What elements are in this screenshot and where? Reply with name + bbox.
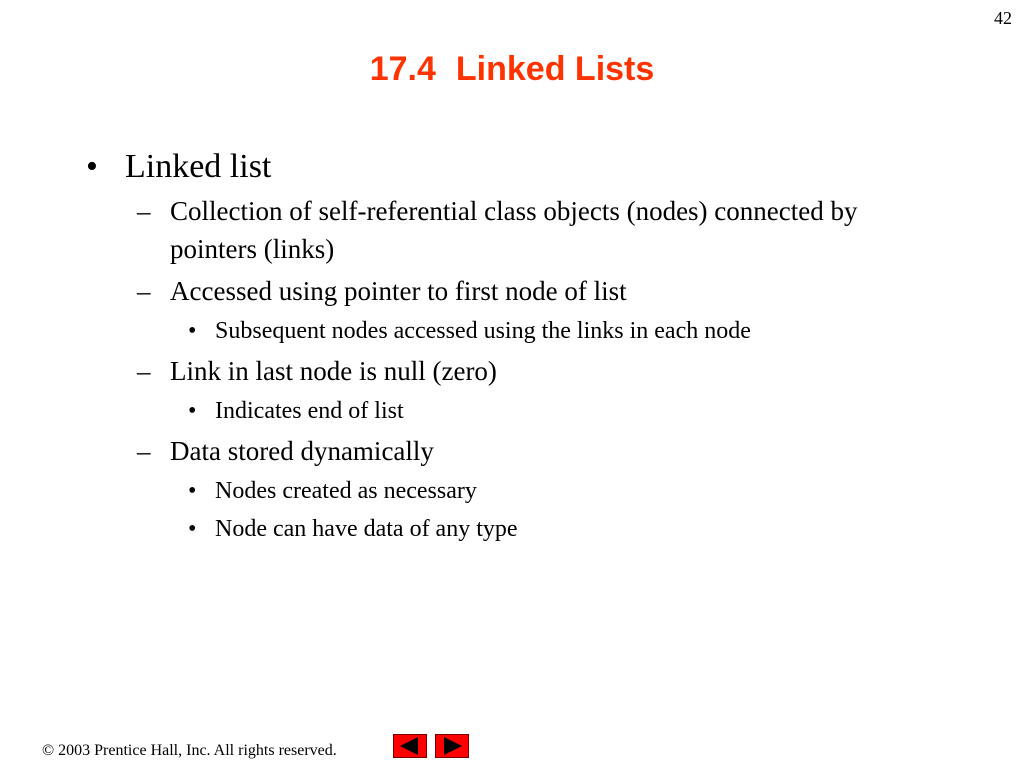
sub-sub-bullet: [0, 394, 1024, 428]
sub-sub-bullet: [0, 474, 1024, 508]
title-text: Linked Lists: [455, 50, 655, 88]
dash-marker: –: [137, 356, 151, 386]
sub-bullet: [0, 432, 1024, 470]
sub-bullet-text: Link in last node is null (zero): [170, 356, 497, 386]
next-slide-button[interactable]: [435, 734, 469, 758]
sub-sub-bullet: [0, 314, 1024, 348]
slide-title: [0, 50, 1024, 89]
bullet-marker: •: [188, 478, 197, 504]
copyright-symbol: ©: [42, 742, 55, 759]
right-arrow-icon: [436, 735, 468, 757]
sub-bullet-text: Accessed using pointer to first node of list: [170, 276, 627, 306]
bullet-marker: •: [188, 318, 197, 344]
sub-sub-bullet-text: Node can have data of any type: [215, 516, 518, 542]
sub-sub-bullet: [0, 512, 1024, 546]
copyright-footer: [42, 742, 337, 760]
slide-content: [0, 146, 1024, 546]
sub-bullet-text: Collection of self-referential class objects (nodes) connected by pointers (links): [170, 196, 858, 264]
copyright-text: 2003 Prentice Hall, Inc. All rights reserved.: [58, 742, 337, 759]
dash-marker: –: [137, 276, 151, 306]
sub-bullet: [0, 272, 1024, 310]
dash-marker: –: [137, 436, 151, 466]
left-arrow-icon: [394, 735, 426, 757]
dash-marker: –: [137, 196, 151, 226]
sub-bullet: [0, 192, 1024, 268]
sub-sub-bullet-text: Indicates end of list: [215, 398, 404, 424]
sub-sub-bullet-text: Subsequent nodes accessed using the links in each node: [215, 318, 751, 344]
section-number: 17.4: [369, 50, 436, 88]
sub-sub-bullet-text: Nodes created as necessary: [215, 478, 477, 504]
bullet-marker: •: [188, 398, 197, 424]
bullet-marker: •: [188, 516, 197, 542]
main-bullet: • Linked list: [0, 146, 1024, 188]
sub-bullet: [0, 352, 1024, 390]
sub-bullet-text: Data stored dynamically: [170, 436, 434, 466]
previous-slide-button[interactable]: [393, 734, 427, 758]
page-number: 42: [994, 8, 1012, 28]
